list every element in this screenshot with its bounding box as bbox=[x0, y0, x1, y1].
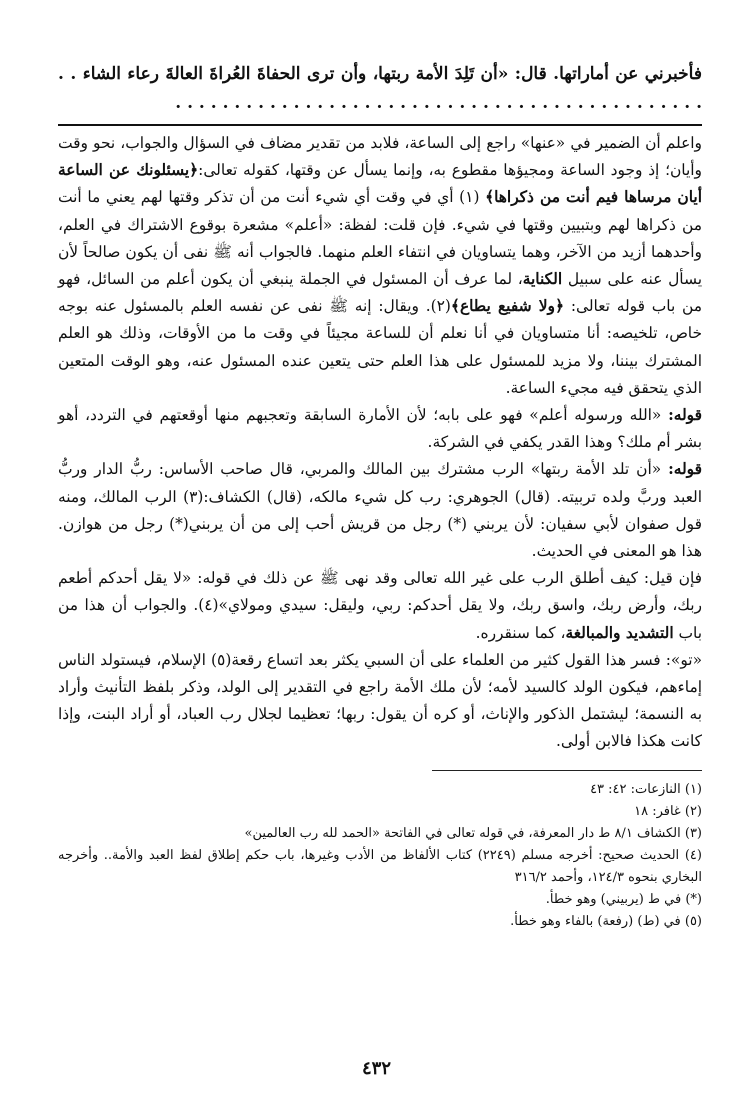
hadith-header: فأخبرني عن أماراتها. قال: «أن تَلِدَ الأمة ربتها، وأن ترى الحفاةَ العُراةَ العالةَ رعاء الشاء . . . . . . . . . . . . . . . . . . . . . . . . . . . . . . . . . . . . . . . . . . . . . . . bbox=[58, 64, 702, 113]
paragraph-lead: قوله: bbox=[668, 460, 702, 479]
keyword: الكناية bbox=[522, 270, 563, 289]
paragraph-text: (١) أي في وقت أي شيء أنت من أن تذكر وقتها لهم يعني ما أنت من ذكراها لهم وبتبيين وقتها في شيء. فإن قلت: لفظة: «أعلم» مشعرة بوقوع الاشتراك في العلم، وأحدهما أزيد من الآخر، وهما يتساويان في انتفاء العلم منهما. فالجواب أنه ﷺ نفى أن يكون صالحاً لأن يسأل عنه على سبيل bbox=[58, 188, 703, 289]
paragraph bbox=[58, 647, 702, 756]
footnotes bbox=[58, 779, 702, 933]
paragraph-text: فإن قيل: كيف أطلق الرب على غير الله تعالى وقد نهى ﷺ عن ذلك في قوله: «لا يقل أحدكم أطعم ربك، وأرض ربك، واسق ربك، ولا يقل أحدكم: ربي، وليقل: سيدي ومولاي»(٤). والجواب أن هذا من باب bbox=[58, 569, 702, 642]
page-number: ٤٣٢ bbox=[361, 1058, 391, 1079]
footnote: (٣) الكشاف ٨/١ ط دار المعرفة، في قوله تعالى في الفاتحة «الحمد لله رب العالمين» bbox=[244, 825, 702, 841]
paragraph-text: ، لما عرف أن المسئول في الجملة ينبغي أن يكون أعلم من السائل، فهو من باب قوله تعالى: bbox=[58, 270, 702, 316]
paragraph-text: «الله ورسوله أعلم» فهو على بابه؛ لأن الأمارة السابقة وتعجبهم منها أوقعتهم في التردد، أهو بشر أم ملك؟ وهذا القدر يكفي في الشركة. bbox=[58, 406, 702, 452]
paragraph-text: «تو»: فسر هذا القول كثير من العلماء على أن السبي يكثر بعد اتساع رقعة(٥) الإسلام، فيستولد الناس إماءهم، فيكون الولد كالسيد لأمه؛ لأن ملك الأمة راجع في التقدير إلى الولد، وذكر بلفظ التأنيث وأراد به النسمة؛ ليشتمل الذكور والإناث، أو كره أن يقول: ربها؛ تعظيما لجلال رب العباد، أو أراد البنت، وإذا كانت هكذا فالابن أولى. bbox=[58, 650, 702, 751]
footnote: (٤) الحديث صحيح: أخرجه مسلم (٢٢٤٩) كتاب الألفاظ من الأدب وغيرها، باب حكم إطلاق لفظ العبد والأمة.. وأخرجه البخاري بنحوه ١٢٤/٣، وأحمد ٣١٦/٢ bbox=[58, 847, 702, 885]
paragraph-text: (٢). ويقال: إنه ﷺ نفى عن نفسه العلم بالمسئول عنه بوجه خاص، تلخيصه: أنا متساويان في أنا نعلم أن للساعة مجيئاً في وقت ما من الأوقات، وذلك هو العلم المشترك بيننا، ولا مزيد للمسئول على هذا العلم حتى يتعين عنده المسئول عنه، وهو الوقت المتعين الذي يتحقق فيه مجيء الساعة. bbox=[58, 297, 702, 397]
paragraph bbox=[58, 456, 702, 565]
paragraph bbox=[58, 565, 702, 647]
quran-verse: ﴿ولا شفيع يطاع﴾ bbox=[450, 297, 565, 316]
header-divider bbox=[58, 124, 702, 126]
keyword: التشديد والمبالغة bbox=[565, 623, 674, 642]
footnote-divider bbox=[432, 770, 702, 771]
paragraph bbox=[58, 402, 702, 456]
paragraph-lead: قوله: bbox=[668, 406, 702, 425]
footnote: (٥) في (ط) (رفعة) بالفاء وهو خطأ. bbox=[510, 913, 702, 929]
paragraph-text: واعلم أن الضمير في «عنها» راجع إلى الساعة، فلابد من تقدير مضاف في السؤال والجواب، نحو وقت وأيان؛ إذ وجود الساعة ومجيؤها مقطوع به، وإنما يسأل عن وقتها، كقوله تعالى: bbox=[58, 134, 702, 180]
footnote: (٢) غافر: ١٨ bbox=[634, 803, 702, 819]
footnote: (*) في ط (يربيني) وهو خطأ. bbox=[545, 891, 702, 907]
quran-verse: ﴿يسئلونك عن الساعة أيان مرساها فيم أنت من ذكراها﴾ bbox=[58, 161, 702, 207]
paragraph-text: «أن تلد الأمة ربتها» الرب مشترك بين المالك والمربي، قال صاحب الأساس: ربُّ الدار وربُّ العبد وربَّ ولده تربيته. (قال) الجوهري: رب كل شيء مالكه، (قال) الكشاف:(٣) الرب المالك، ومنه قول صفوان لأبي سفيان: لأن يربني (*) رجل من قريش أحب إلى من أن يربني(*) رجل من هوازن. هذا هو المعنى في الحديث. bbox=[58, 460, 702, 561]
footnote: (١) النازعات: ٤٢: ٤٣ bbox=[590, 781, 702, 797]
paragraph bbox=[58, 130, 702, 402]
page-body bbox=[58, 60, 702, 933]
commentary-body bbox=[58, 130, 702, 756]
paragraph-text: ، كما سنقرره. bbox=[475, 623, 566, 642]
